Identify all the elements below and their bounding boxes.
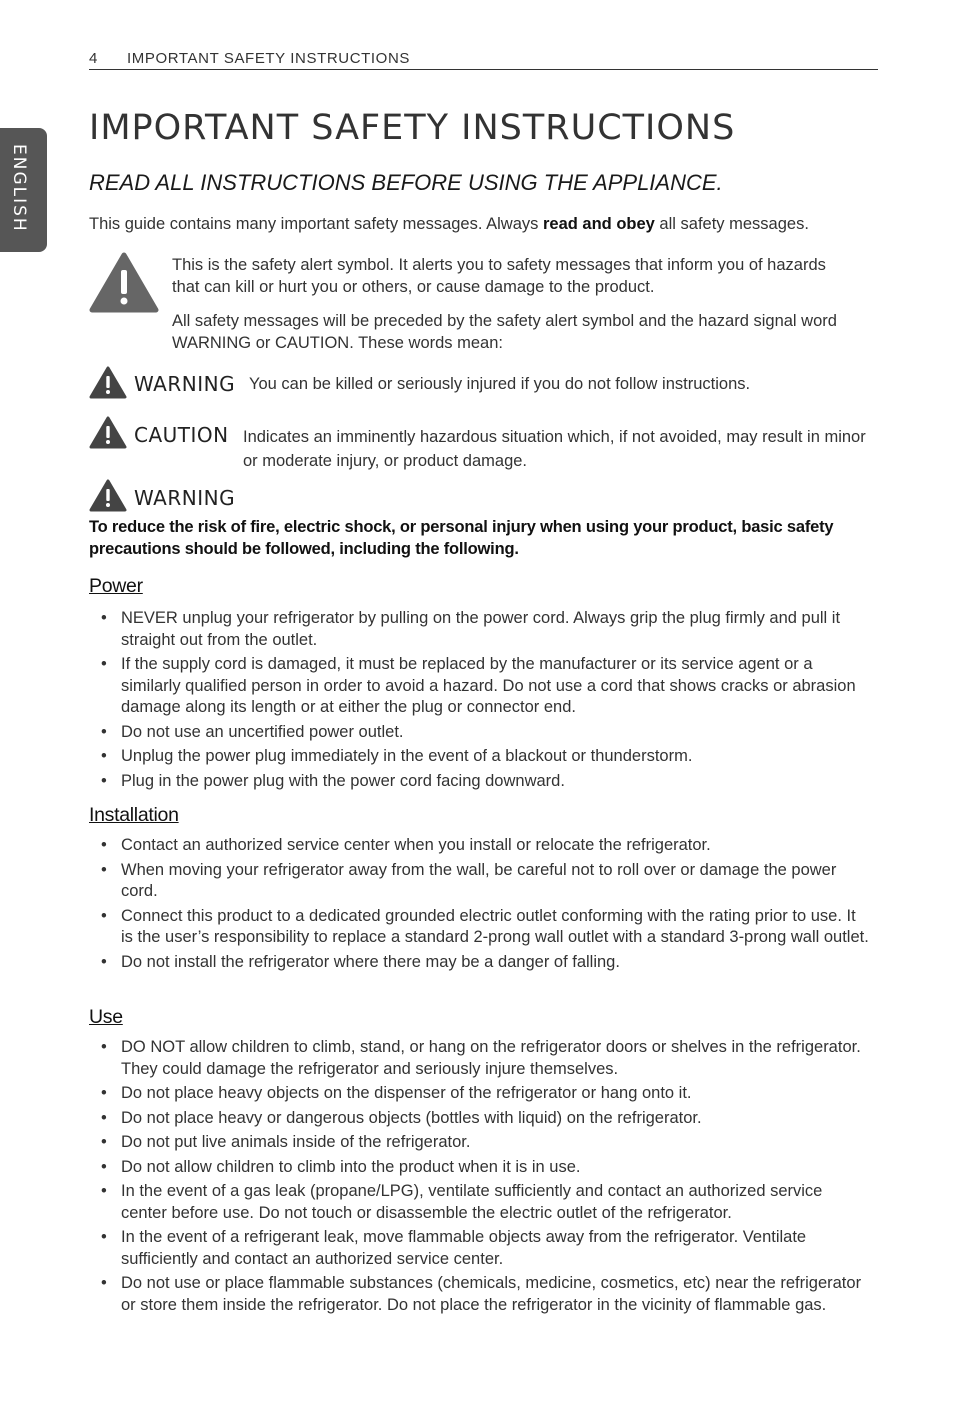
language-tab-label: ENGLISH xyxy=(9,144,29,233)
installation-list xyxy=(89,835,869,976)
warning-icon xyxy=(89,366,127,399)
list-item: • Do not place heavy objects on the dispenser of the refrigerator or hang onto it. xyxy=(89,1083,869,1105)
safety-alert-icon xyxy=(89,252,159,313)
list-item: • Do not put live animals inside of the refrigerator. xyxy=(89,1132,869,1154)
page-subtitle: READ ALL INSTRUCTIONS BEFORE USING THE APPLIANCE. xyxy=(89,170,723,195)
list-item: • Unplug the power plug immediately in the event of a blackout or thunderstorm. xyxy=(89,746,869,768)
power-list xyxy=(89,608,869,795)
list-item: • If the supply cord is damaged, it must be replaced by the manufacturer or its service agent or a similarly qualified person in order to avoid a hazard. Do not use a cord that shows cracks or abrasion damage along its length or at either the plug or connector end. xyxy=(89,654,869,719)
intro-paragraph xyxy=(89,214,889,236)
list-item: • In the event of a refrigerant leak, move flammable objects away from the refrigerator. Ventilate sufficiently and contact an authorized service center. xyxy=(89,1227,869,1270)
list-item: • Do not use an uncertified power outlet. xyxy=(89,722,869,744)
header-section-title: IMPORTANT SAFETY INSTRUCTIONS xyxy=(127,50,410,67)
warning-block-text: To reduce the risk of fire, electric shock, or personal injury when using your product, basic safety precautions should be followed, including the following. xyxy=(89,518,834,558)
page-header xyxy=(89,48,878,70)
section-heading-installation: Installation xyxy=(89,804,179,826)
list-item: • Connect this product to a dedicated grounded electric outlet conforming with the rating prior to use. It is the user’s responsibility to replace a standard 2-prong wall outlet with a standard 3-prong wall outlet. xyxy=(89,906,869,949)
list-item: • Do not allow children to climb into the product when it is in use. xyxy=(89,1157,869,1179)
list-item: • NEVER unplug your refrigerator by pulling on the power cord. Always grip the plug firmly and pull it straight out from the outlet. xyxy=(89,608,869,651)
intro-text-bold: read and obey xyxy=(542,215,655,233)
alert-symbol-description: This is the safety alert symbol. It alerts you to safety messages that inform you of hazards that can kill or hurt you or others, or cause damage to the product. xyxy=(172,256,826,296)
list-item: • Do not install the refrigerator where there may be a danger of falling. xyxy=(89,952,869,974)
list-item: • Do not use or place flammable substances (chemicals, medicine, cosmetics, etc) near the refrigerator or store them inside the refrigerator. Do not place the refrigerator in the vicinity of flammable gas. xyxy=(89,1273,869,1316)
warning-block-icon xyxy=(89,479,127,512)
language-tab xyxy=(0,128,47,252)
list-item: • Plug in the power plug with the power cord facing downward. xyxy=(89,771,869,793)
page-number: 4 xyxy=(89,50,98,67)
warning-block-signal-word: WARNING xyxy=(134,486,236,510)
warning-definition: You can be killed or seriously injured if you do not follow instructions. xyxy=(249,375,751,393)
caution-icon xyxy=(89,416,127,449)
list-item: • In the event of a gas leak (propane/LPG), ventilate sufficiently and contact an authorized service center before use. Do not touch or disassemble the electric outlet of the refrigerator. xyxy=(89,1181,869,1224)
alert-symbol-signal-words: All safety messages will be preceded by the safety alert symbol and the hazard signal word WARNING or CAUTION. These words mean: xyxy=(172,312,837,352)
intro-text-after: all safety messages. xyxy=(654,215,809,233)
intro-text-before: This guide contains many important safety messages. Always xyxy=(89,215,543,233)
list-item: • Contact an authorized service center when you install or relocate the refrigerator. xyxy=(89,835,869,857)
list-item: • Do not place heavy or dangerous objects (bottles with liquid) on the refrigerator. xyxy=(89,1108,869,1130)
list-item: • DO NOT allow children to climb, stand, or hang on the refrigerator doors or shelves in the refrigerator. They could damage the refrigerator and seriously injure themselves. xyxy=(89,1037,869,1080)
section-heading-power: Power xyxy=(89,575,143,597)
caution-signal-word: CAUTION xyxy=(134,423,229,447)
section-heading-use: Use xyxy=(89,1006,123,1028)
caution-definition: Indicates an imminently hazardous situation which, if not avoided, may result in minor or moderate injury, or product damage. xyxy=(243,428,866,470)
list-item: • When moving your refrigerator away from the wall, be careful not to roll over or damage the power cord. xyxy=(89,860,869,903)
use-list xyxy=(89,1037,869,1319)
page-title: IMPORTANT SAFETY INSTRUCTIONS xyxy=(89,108,736,148)
warning-signal-word: WARNING xyxy=(134,372,236,396)
